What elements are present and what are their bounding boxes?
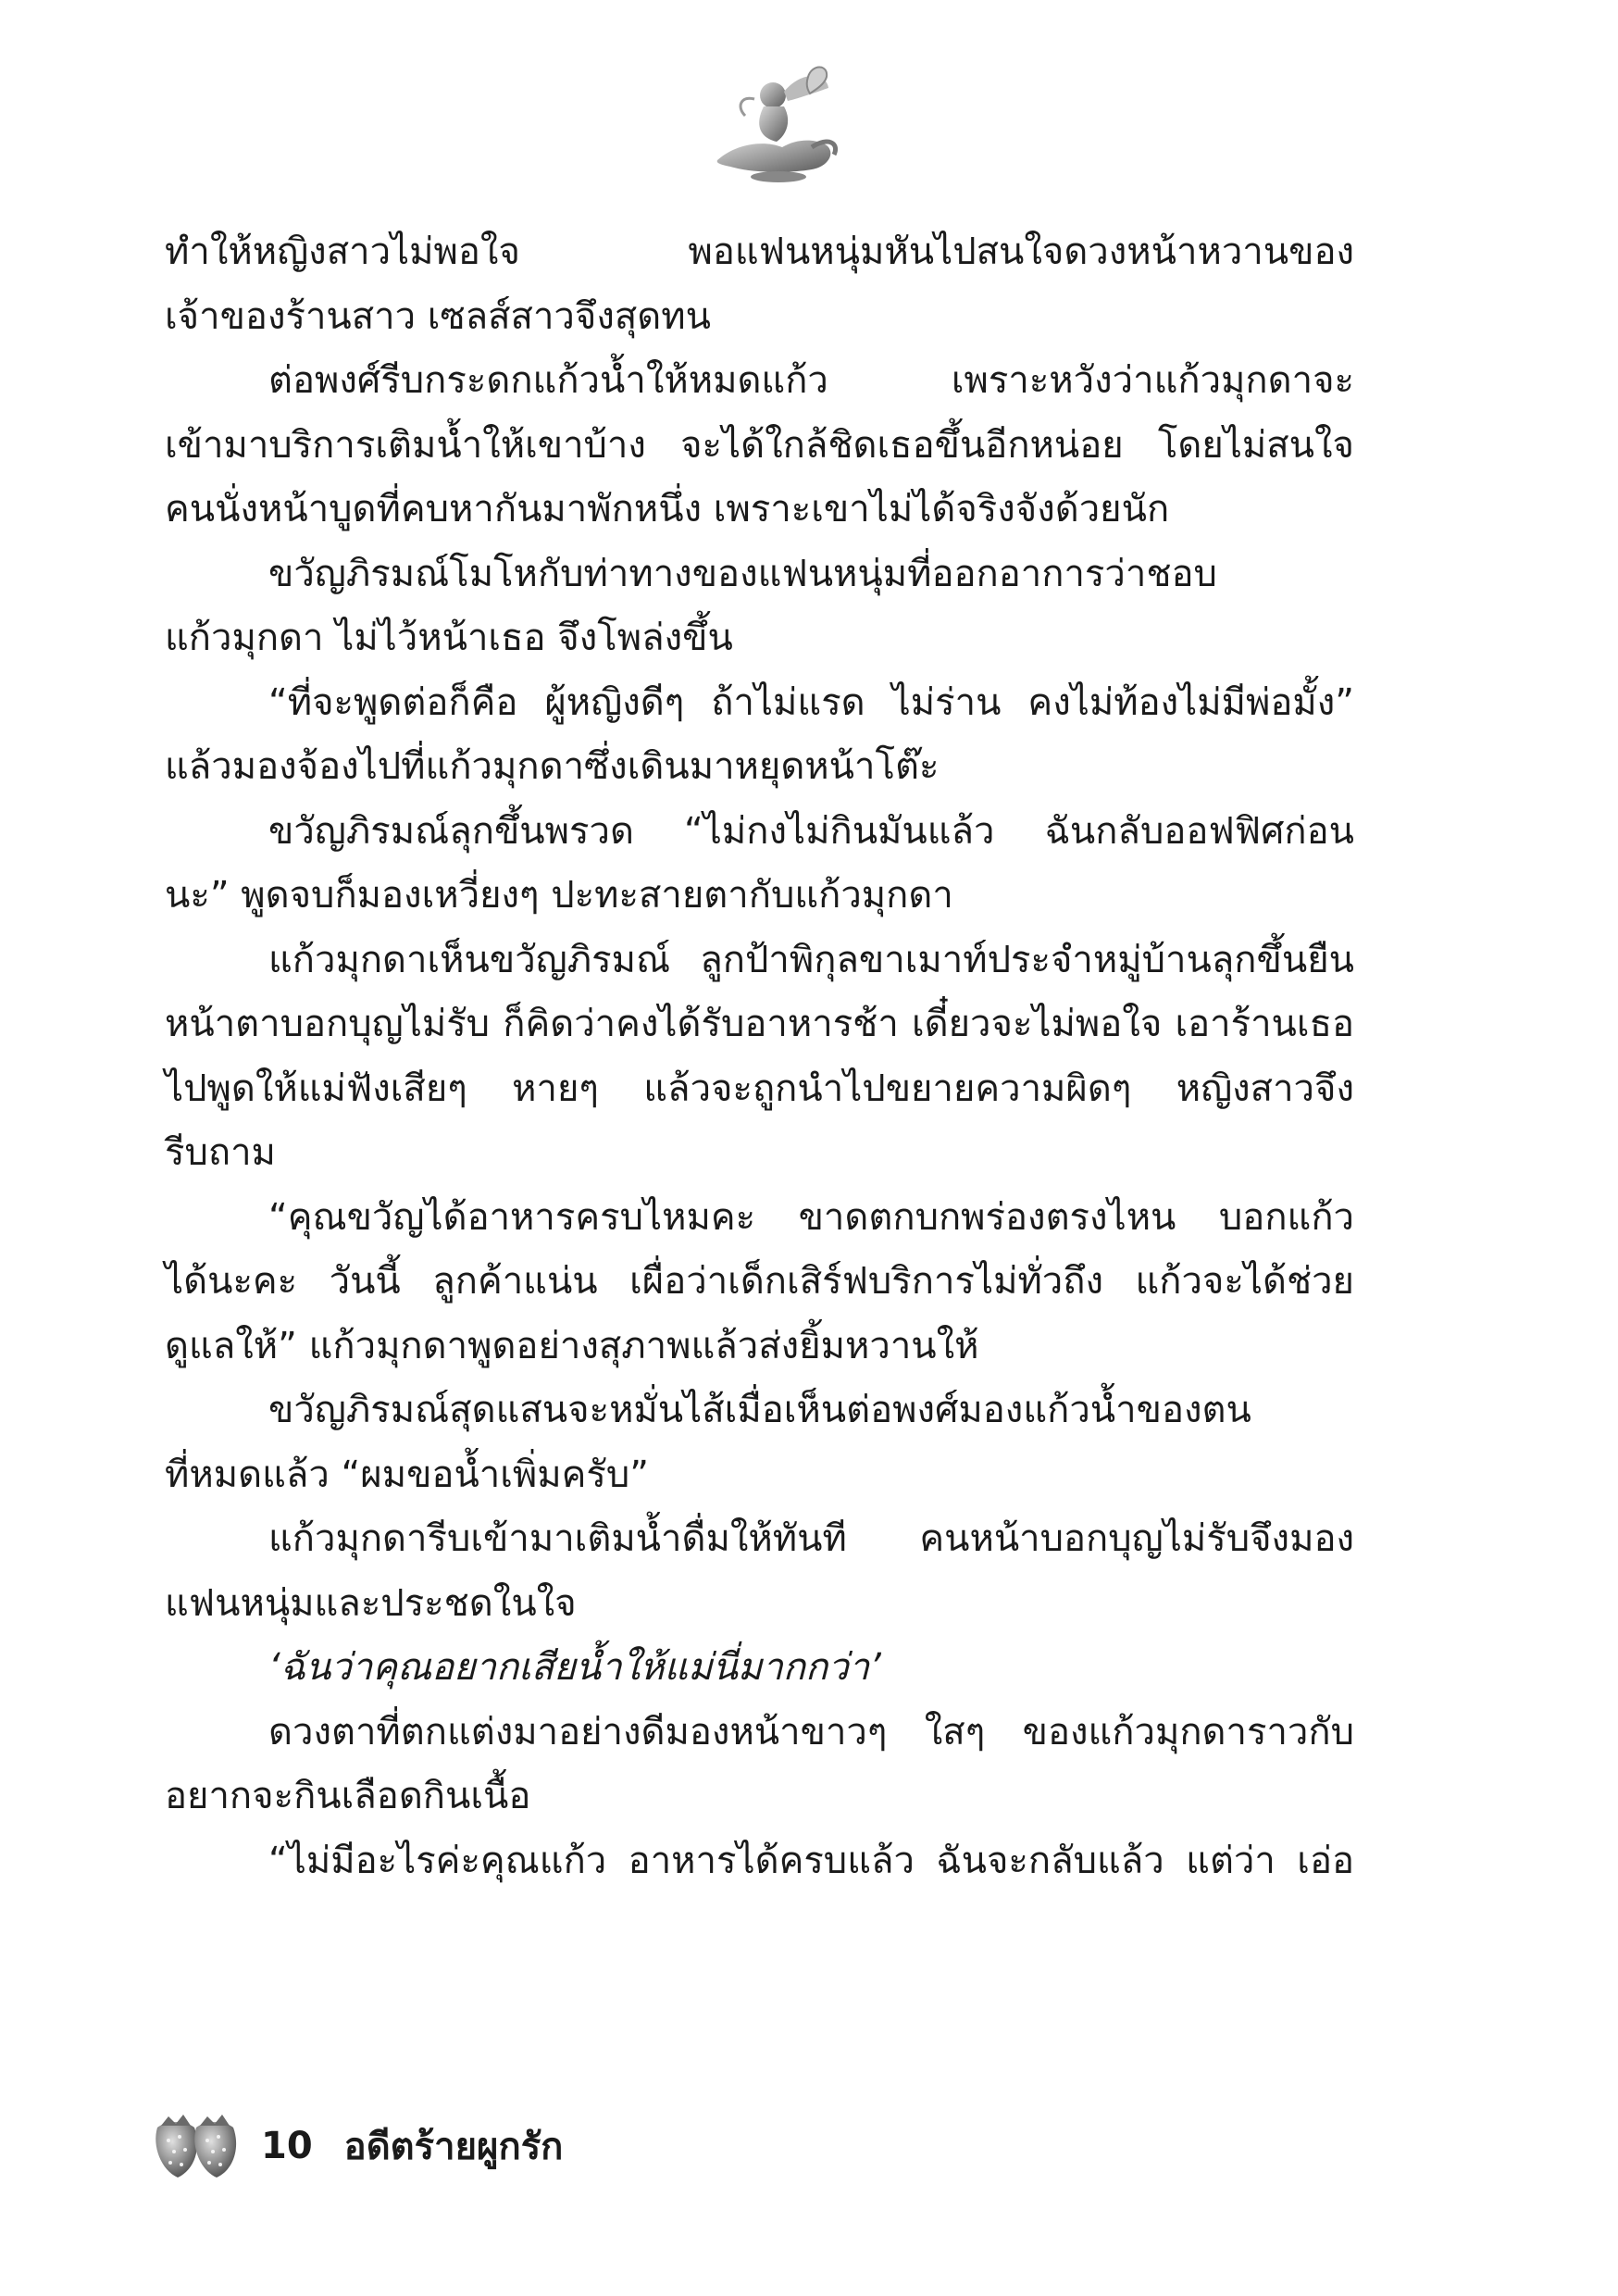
strawberries-icon: [148, 2109, 248, 2183]
page-footer: [148, 2100, 563, 2192]
text-line: ดูแลให้” แก้วมุกดาพูดอย่างสุภาพแล้วส่งยิ้มหวานให้: [165, 1324, 979, 1367]
text-line: แฟนหนุ่มและประชดในใจ: [165, 1581, 577, 1625]
text-line: เข้ามาบริการเติมน้ำให้เขาบ้าง จะได้ใกล้ชิดเธอขึ้นอีกหน่อย โดยไม่สนใจ: [165, 423, 1354, 467]
text-line: ขวัญภิรมณ์โมโหกับท่าทางของแฟนหนุ่มที่ออกอาการว่าชอบ: [268, 552, 1217, 595]
text-line: ที่หมดแล้ว “ผมขอน้ำเพิ่มครับ”: [165, 1453, 650, 1496]
text-line: รีบถาม: [165, 1131, 276, 1174]
text-line: ‘ฉันว่าคุณอยากเสียน้ำให้แม่นี่มากกว่า’: [268, 1646, 881, 1689]
text-line: แล้วมองจ้องไปที่แก้วมุกดาซึ่งเดินมาหยุดหน้าโต๊ะ: [165, 745, 940, 788]
text-line: ไปพูดให้แม่ฟังเสียๆ หายๆ แล้วจะถูกนำไปขยายความผิดๆ หญิงสาวจึง: [165, 1067, 1354, 1110]
text-line: ต่อพงศ์รีบกระดกแก้วน้ำให้หมดแก้ว เพราะหวังว่าแก้วมุกดาจะ: [268, 359, 1354, 402]
text-line: “ไม่มีอะไรค่ะคุณแก้ว อาหารได้ครบแล้ว ฉันจะกลับแล้ว แต่ว่า เอ่อ: [268, 1839, 1354, 1882]
text-line: อยากจะกินเลือดกินเนื้อ: [165, 1775, 531, 1817]
text-line: ทำให้หญิงสาวไม่พอใจ พอแฟนหนุ่มหันไปสนใจดวงหน้าหวานของ: [165, 231, 1354, 273]
text-line: ขวัญภิรมณ์ลุกขึ้นพรวด “ไม่กงไม่กินมันแล้ว ฉันกลับออฟฟิศก่อน: [268, 809, 1354, 853]
text-line: แก้วมุกดาเห็นขวัญภิรมณ์ ลูกป้าพิกุลขาเมาท์ประจำหมู่บ้านลุกขึ้นยืน: [268, 938, 1354, 981]
text-line: หน้าตาบอกบุญไม่รับ ก็คิดว่าคงได้รับอาหารช้า เดี๋ยวจะไม่พอใจ เอาร้านเธอ: [165, 1003, 1354, 1045]
text-line: แก้วมุกดา ไม่ไว้หน้าเธอ จึงโพล่งขึ้น: [165, 617, 733, 659]
text-line: ดวงตาที่ตกแต่งมาอย่างดีมองหน้าขาวๆ ใสๆ ของแก้วมุกดาราวกับ: [268, 1710, 1354, 1753]
text-line: แก้วมุกดารีบเข้ามาเติมน้ำดื่มให้ทันที คนหน้าบอกบุญไม่รับจึงมอง: [268, 1517, 1354, 1560]
text-line: เจ้าของร้านสาว เซลส์สาวจึงสุดทน: [165, 294, 711, 338]
text-line: ขวัญภิรมณ์สุดแสนจะหมั่นไส้เมื่อเห็นต่อพงศ์มองแก้วน้ำของตน: [268, 1389, 1251, 1431]
text-line: “ที่จะพูดต่อก็คือ ผู้หญิงดีๆ ถ้าไม่แรด ไม่ร่าน คงไม่ท้องไม่มีพ่อมั้ง”: [268, 680, 1354, 724]
text-line: ได้นะคะ วันนี้ ลูกค้าแน่น เผื่อว่าเด็กเสิร์ฟบริการไม่ทั่วถึง แก้วจะได้ช่วย: [165, 1260, 1354, 1303]
lamp-with-cherub-icon: [699, 51, 847, 190]
text-line: คนนั่งหน้าบูดที่คบหากันมาพักหนึ่ง เพราะเขาไม่ได้จริงจังด้วยนัก: [165, 488, 1170, 530]
page-number: 10: [261, 2125, 313, 2167]
book-title: อดีตร้ายผูกรัก: [343, 2126, 564, 2168]
text-line: “คุณขวัญได้อาหารครบไหมคะ ขาดตกบกพร่องตรงไหน บอกแก้ว: [268, 1195, 1354, 1239]
body-text: [165, 220, 1354, 1893]
text-line: นะ” พูดจบก็มองเหวี่ยงๆ ปะทะสายตากับแก้วมุกดา: [165, 874, 953, 917]
